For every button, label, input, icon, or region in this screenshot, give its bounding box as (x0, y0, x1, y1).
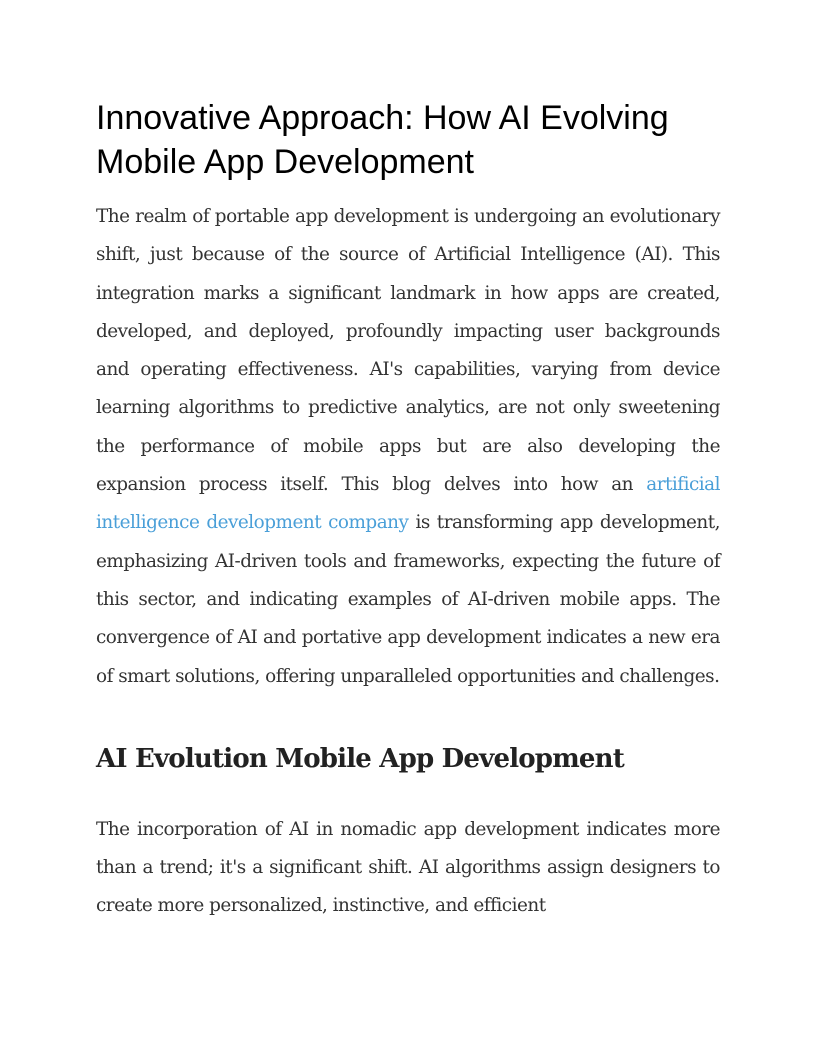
section-paragraph: The incorporation of AI in nomadic app development indicates more than a trend; it's a significant shift. AI algorithms assign designers to create more personalized, instinctive, and efficient (96, 818, 720, 917)
ai-company-link[interactable]: artificial intelligence development company (96, 474, 720, 534)
page-title: Innovative Approach: How AI Evolving Mobile App Development (96, 99, 669, 181)
document-page (96, 96, 720, 926)
intro-text-after-link: is transforming app development, emphasizing AI-driven tools and frameworks, expecting the future of this sector, and indicating examples of AI-driven mobile apps. The convergence of AI and portative app development indicates a new era of smart solutions, offering unparalleled opportunities and challenges. (96, 512, 720, 687)
intro-text-before-link: The realm of portable app development is undergoing an evolutionary shift, just because of the source of Artificial Intelligence (AI). This integration marks a significant landmark in how apps are created, developed, and deployed, profoundly impacting user backgrounds and operating effectiveness. AI's capabilities, varying from device learning algorithms to predictive analytics, are not only sweetening the performance of mobile apps but are also developing the expansion process itself. This blog delves into how an (96, 206, 720, 496)
intro-paragraph (96, 198, 720, 696)
section-heading: AI Evolution Mobile App Development (96, 743, 624, 774)
